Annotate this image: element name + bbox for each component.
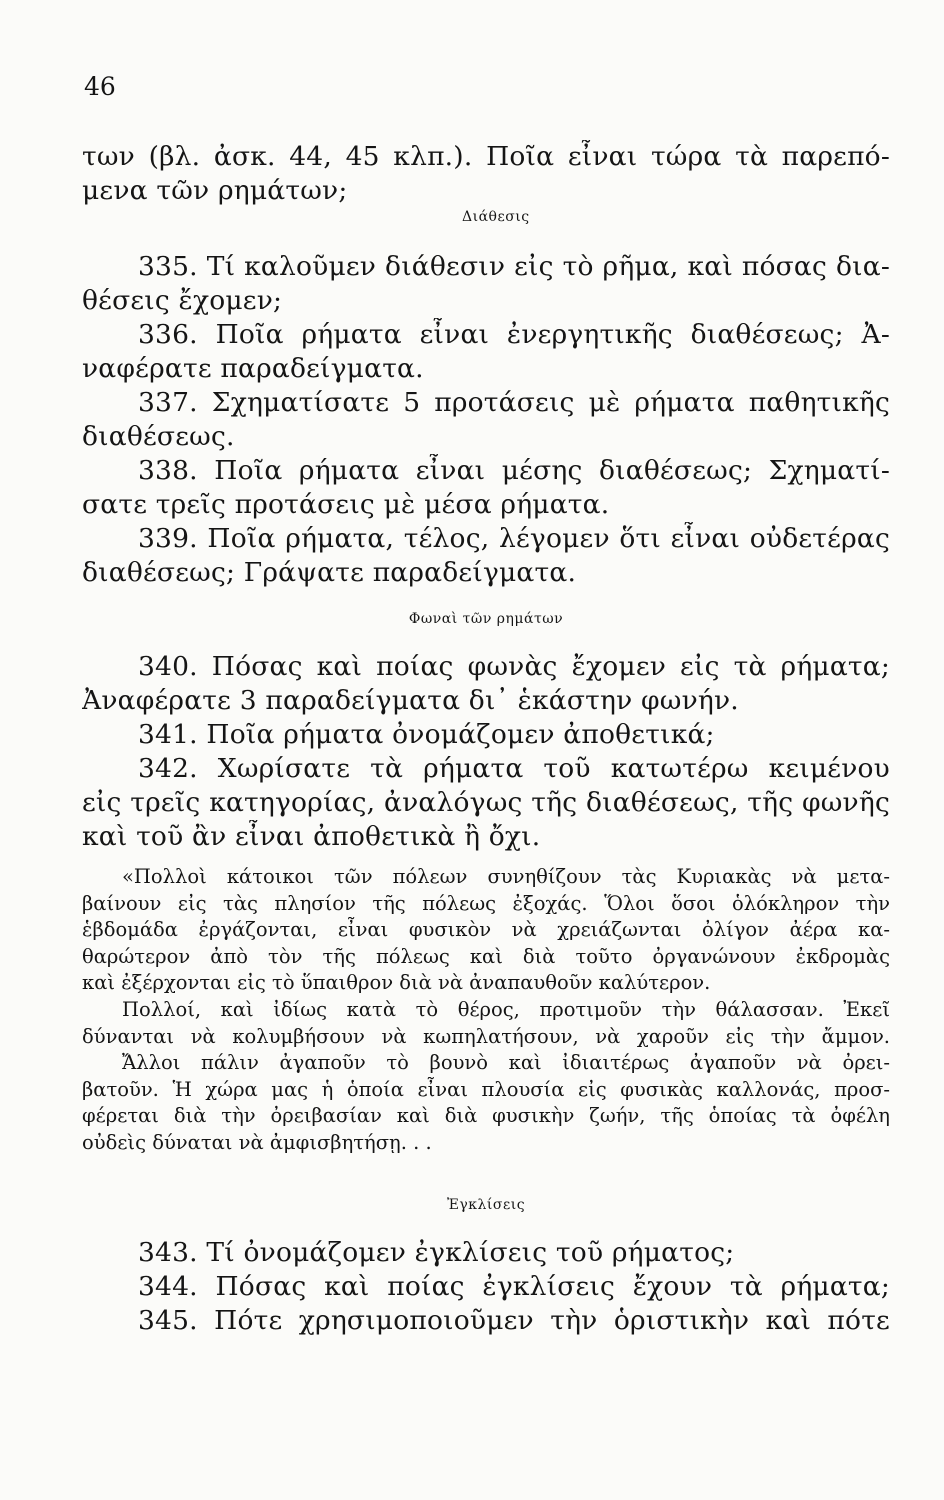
question-line: 339. Ποῖα ρήματα, τέλος, λέγομεν ὅτι εἶναι οὐδετέρας: [138, 523, 890, 554]
passage-line: Ἄλλοι πάλιν ἀγαποῦν τὸ βουνὸ καὶ ἰδιαιτέρως ἀγαποῦν νὰ ὀρει-: [122, 1051, 890, 1075]
questions-moods: [82, 1236, 890, 1338]
question-line: 342. Χωρίσατε τὰ ρήματα τοῦ κατωτέρω κειμένου: [138, 753, 890, 784]
passage-line: φέρεται διὰ τὴν ὀρειβασίαν καὶ διὰ φυσικὴν ζωήν, τῆς ὁποίας τὰ ὀφέλη: [82, 1104, 890, 1128]
passage-line: δύνανται νὰ κολυμβήσουν νὰ κωπηλατήσουν, νὰ χαροῦν εἰς τὴν ἄμμον.: [82, 1024, 890, 1048]
question-line: 341. Ποῖα ρήματα ὀνομάζομεν ἀποθετικά;: [138, 719, 715, 750]
intro-block: [82, 140, 890, 208]
passage-line: καὶ ἐξέρχονται εἰς τὸ ὕπαιθρον διὰ νὰ ἀναπαυθοῦν καλύτερον.: [82, 971, 711, 995]
text-line: μενα τῶν ρημάτων;: [82, 175, 348, 206]
passage-line: Πολλοί, καὶ ἰδίως κατὰ τὸ θέρος, προτιμοῦν τὴν θάλασσαν. Ἐκεῖ: [122, 997, 890, 1021]
section-heading-diathesis: Διάθεσις: [462, 209, 530, 225]
passage-line: ἑβδομάδα ἐργάζονται, εἶναι φυσικὸν νὰ χρειάζωνται ὀλίγον ἀέρα κα-: [82, 918, 890, 942]
passage-line: θαρώτερον ἀπὸ τὸν τῆς πόλεως καὶ διὰ τοῦτο ὀργανώνουν ἐκδρομὰς: [82, 944, 890, 968]
question-line: 345. Πότε χρησιμοποιοῦμεν τὴν ὁριστικὴν καὶ πότε: [138, 1305, 890, 1336]
question-line: 336. Ποῖα ρήματα εἶναι ἐνεργητικῆς διαθέσεως; Ἀ-: [138, 319, 890, 350]
question-line: 343. Τί ὀνομάζομεν ἐγκλίσεις τοῦ ρήματος;: [138, 1237, 735, 1268]
exercise-passage: [82, 864, 890, 1157]
section-heading-moods: Ἐγκλίσεις: [446, 1197, 526, 1213]
question-line: διαθέσεως; Γράψατε παραδείγματα.: [82, 557, 577, 588]
text-line: των (βλ. ἀσκ. 44, 45 κλπ.). Ποῖα εἶναι τώρα τὰ παρεπό-: [82, 141, 890, 172]
question-line: θέσεις ἔχομεν;: [82, 285, 283, 316]
question-line: 337. Σχηματίσατε 5 προτάσεις μὲ ρήματα παθητικῆς: [138, 387, 890, 418]
questions-voices: [82, 650, 890, 854]
question-line: καὶ τοῦ ἂν εἶναι ἀποθετικὰ ἢ ὄχι.: [82, 821, 541, 852]
passage-line: οὐδεὶς δύναται νὰ ἀμφισβητήσῃ. . .: [82, 1130, 432, 1154]
question-line: ναφέρατε παραδείγματα.: [82, 353, 424, 384]
question-line: διαθέσεως.: [82, 421, 235, 452]
page-number: 46: [84, 72, 116, 101]
question-line: εἰς τρεῖς κατηγορίας, ἀναλόγως τῆς διαθέσεως, τῆς φωνῆς: [82, 787, 890, 818]
passage-line: βατοῦν. Ἡ χώρα μας ἡ ὁποία εἶναι πλουσία εἰς φυσικὰς καλλονάς, προσ-: [82, 1077, 890, 1101]
question-line: σατε τρεῖς προτάσεις μὲ μέσα ρήματα.: [82, 489, 610, 520]
question-line: Ἀναφέρατε 3 παραδείγματα δι᾽ ἑκάστην φωνήν.: [82, 685, 739, 716]
questions-diathesis: [82, 250, 890, 590]
question-line: 340. Πόσας καὶ ποίας φωνὰς ἔχομεν εἰς τὰ ρήματα;: [138, 651, 890, 682]
question-line: 338. Ποῖα ρήματα εἶναι μέσης διαθέσεως; Σχηματί-: [138, 455, 890, 486]
passage-line: «Πολλοὶ κάτοικοι τῶν πόλεων συνηθίζουν τὰς Κυριακὰς νὰ μετα-: [122, 865, 890, 888]
question-line: 344. Πόσας καὶ ποίας ἐγκλίσεις ἔχουν τὰ ρήματα;: [138, 1271, 890, 1302]
section-heading-voices: Φωναὶ τῶν ρημάτων: [408, 611, 564, 627]
question-line: 335. Τί καλοῦμεν διάθεσιν εἰς τὸ ρῆμα, καὶ πόσας δια-: [138, 251, 890, 282]
passage-line: βαίνουν εἰς τὰς πλησίον τῆς πόλεως ἐξοχάς. Ὅλοι ὅσοι ὁλόκληρον τὴν: [82, 891, 890, 915]
